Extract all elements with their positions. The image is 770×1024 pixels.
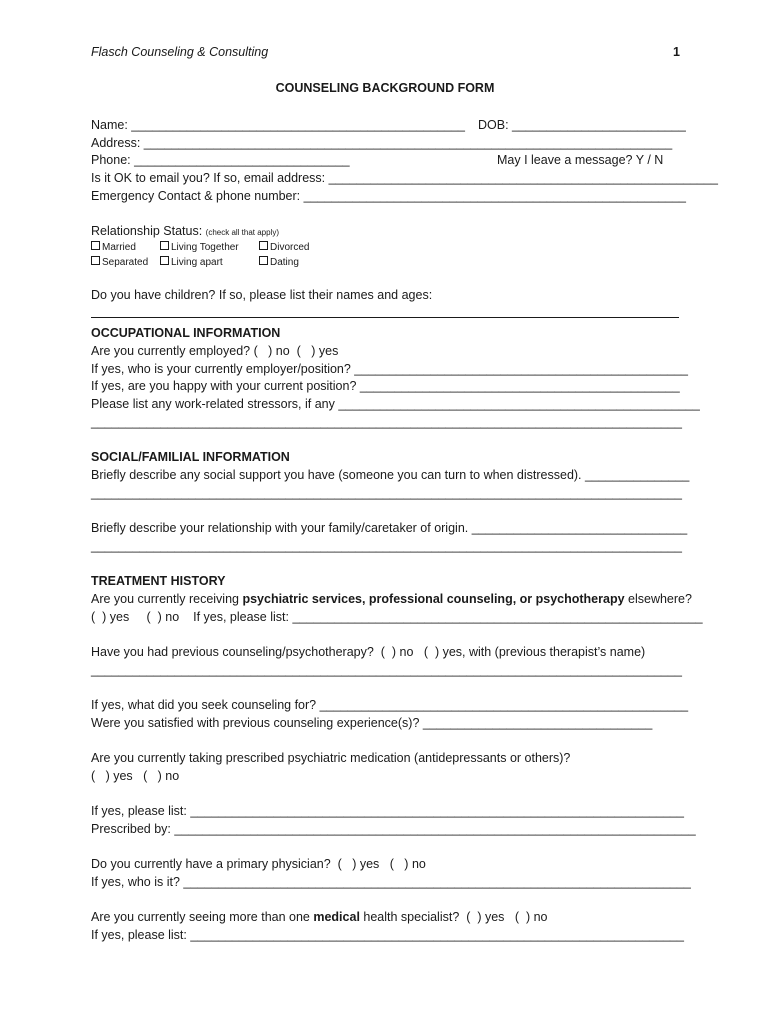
physician-name-field[interactable]: If yes, who is it? _________________________________________________________________________ — [91, 875, 691, 889]
name-field[interactable]: Name: ________________________________________________ — [91, 118, 465, 132]
specialist-question[interactable] — [91, 909, 548, 925]
email-field[interactable]: Is it OK to email you? If so, email address: ________________________________________________________ — [91, 171, 718, 185]
previous-counseling-question[interactable]: Have you had previous counseling/psychotherapy? ( ) no ( ) yes, with (previous therapist’s name) — [91, 645, 646, 659]
checkbox-icon[interactable] — [160, 241, 169, 250]
checkbox-icon[interactable] — [91, 256, 100, 265]
option-label: Living apart — [171, 257, 223, 268]
treatment-heading: TREATMENT HISTORY — [91, 574, 226, 588]
occupational-heading: OCCUPATIONAL INFORMATION — [91, 326, 281, 340]
family-relationship-field[interactable]: Briefly describe your relationship with your family/caretaker of origin. _______________________________ — [91, 521, 688, 535]
medication-list-field[interactable]: If yes, please list: _______________________________________________________________________ — [91, 804, 684, 818]
phone-field[interactable]: Phone: _______________________________ — [91, 153, 350, 167]
checkbox-icon[interactable] — [259, 241, 268, 250]
emergency-contact-field[interactable]: Emergency Contact & phone number: _______________________________________________________ — [91, 189, 686, 203]
dob-field[interactable]: DOB: _________________________ — [478, 118, 686, 132]
job-happiness-field[interactable]: If yes, are you happy with your current position? ______________________________________________ — [91, 379, 680, 393]
option-living-apart[interactable] — [160, 256, 223, 269]
form-title: COUNSELING BACKGROUND FORM — [275, 81, 495, 95]
social-support-field[interactable]: Briefly describe any social support you have (someone you can turn to when distressed). _______________ — [91, 468, 690, 482]
checkbox-icon[interactable] — [259, 256, 268, 265]
relationship-label: Relationship Status: — [91, 224, 206, 238]
counseling-satisfaction-field[interactable]: Were you satisfied with previous counseling experience(s)? _________________________________ — [91, 716, 653, 730]
social-heading: SOCIAL/FAMILIAL INFORMATION — [91, 450, 290, 464]
question-emphasis: medical — [313, 910, 360, 924]
work-stressors-field[interactable]: Please list any work-related stressors, if any ____________________________________________________ — [91, 397, 700, 411]
relationship-status-label — [91, 223, 279, 241]
question-text: health specialist? ( ) yes ( ) no — [359, 910, 548, 924]
medication-answer[interactable]: ( ) yes ( ) no — [91, 769, 180, 783]
option-label: Dating — [270, 257, 299, 268]
address-field[interactable]: Address: ____________________________________________________________________________ — [91, 136, 673, 150]
work-stressors-blank[interactable]: _____________________________________________________________________________________ — [91, 415, 682, 429]
prescribed-by-field[interactable]: Prescribed by: ___________________________________________________________________________ — [91, 822, 696, 836]
employed-question[interactable]: Are you currently employed? ( ) no ( ) yes — [91, 344, 339, 358]
page-number: 1 — [673, 45, 680, 59]
option-married[interactable] — [91, 241, 136, 254]
social-support-blank[interactable]: _____________________________________________________________________________________ — [91, 486, 682, 500]
question-emphasis: psychiatric services, professional counseling, or psychotherapy — [242, 592, 625, 606]
children-question: Do you have children? If so, please list their names and ages: — [91, 288, 433, 302]
option-living-together[interactable] — [160, 241, 239, 254]
current-services-answer[interactable]: ( ) yes ( ) no If yes, please list: ___________________________________________________________ — [91, 610, 703, 624]
medication-question: Are you currently taking prescribed psychiatric medication (antidepressants or others)? — [91, 751, 571, 765]
option-label: Married — [102, 242, 136, 253]
option-label: Divorced — [270, 242, 310, 253]
specialist-list-field[interactable]: If yes, please list: _______________________________________________________________________ — [91, 928, 684, 942]
question-text: elsewhere? — [624, 592, 692, 606]
option-label: Separated — [102, 257, 149, 268]
current-services-question — [91, 591, 692, 607]
counseling-reason-field[interactable]: If yes, what did you seek counseling for? _____________________________________________________ — [91, 698, 689, 712]
leave-message-question[interactable]: May I leave a message? Y / N — [497, 153, 664, 167]
primary-physician-question[interactable]: Do you currently have a primary physician? ( ) yes ( ) no — [91, 857, 426, 871]
employer-field[interactable]: If yes, who is your currently employer/position? ________________________________________________ — [91, 362, 688, 376]
family-relationship-blank[interactable]: _____________________________________________________________________________________ — [91, 539, 682, 553]
relationship-note: (check all that apply) — [205, 228, 280, 237]
option-label: Living Together — [171, 242, 239, 253]
question-text: Are you currently seeing more than one — [91, 910, 314, 924]
organization-header: Flasch Counseling & Consulting — [91, 45, 269, 59]
question-text: Are you currently receiving — [91, 592, 243, 606]
checkbox-icon[interactable] — [91, 241, 100, 250]
option-divorced[interactable] — [259, 241, 309, 254]
previous-counseling-blank[interactable]: _____________________________________________________________________________________ — [91, 663, 682, 677]
option-separated[interactable] — [91, 256, 148, 269]
checkbox-icon[interactable] — [160, 256, 169, 265]
children-answer-line[interactable] — [91, 317, 679, 318]
option-dating[interactable] — [259, 256, 299, 269]
